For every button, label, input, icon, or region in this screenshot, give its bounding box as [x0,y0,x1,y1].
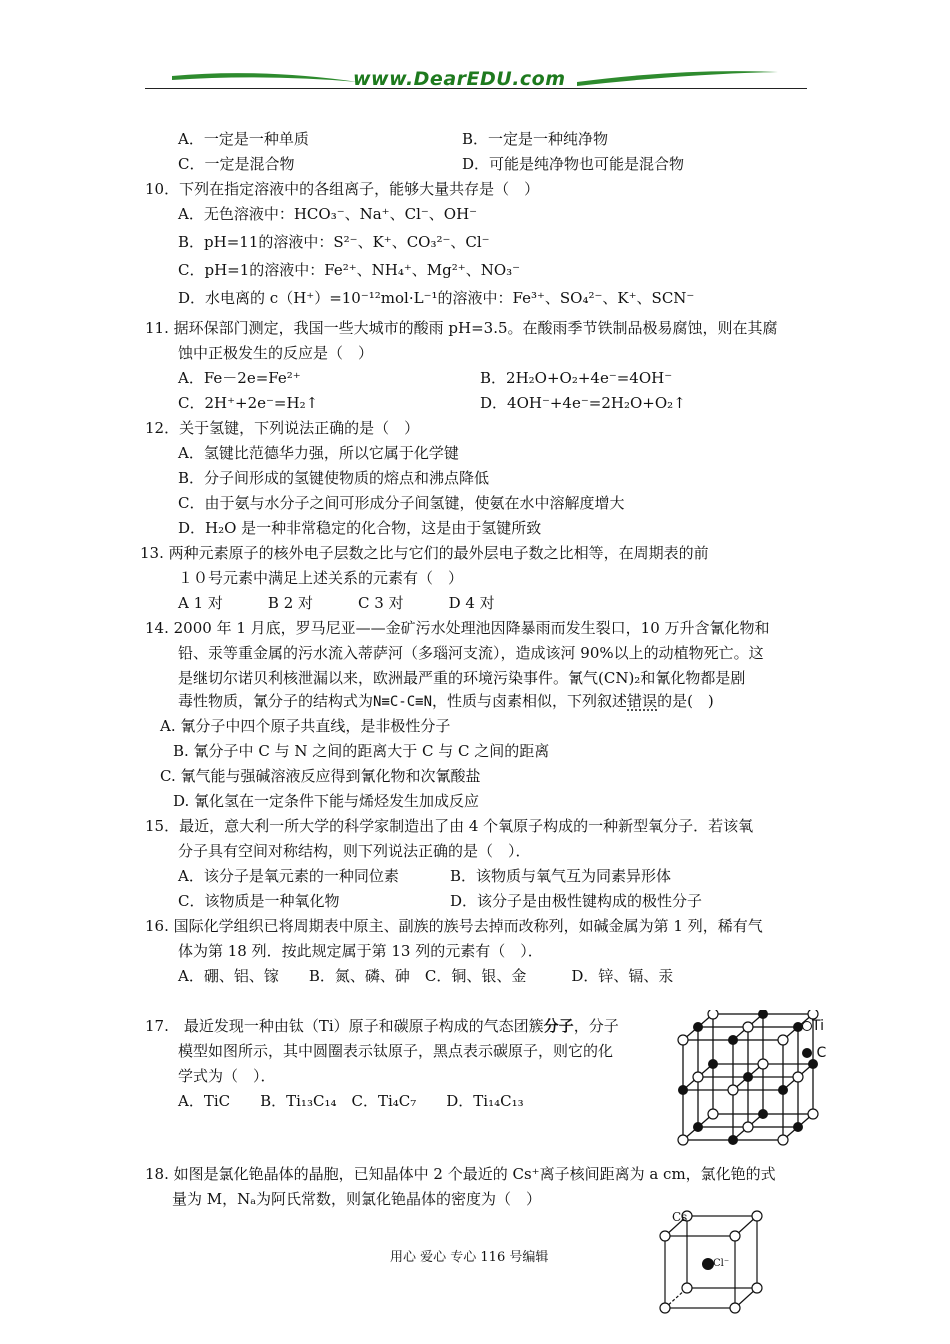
q11-stem-1: 11. 据环保部门测定，我国一些大城市的酸雨 pH=3.5。在酸雨季节铁制品极易腐蚀，则在其腐 [145,319,778,337]
q12-option-a: A．氢键比范德华力强，所以它属于化学键 [178,444,459,462]
cs-label: Cs [672,1210,688,1224]
q10-stem: 10．下列在指定溶液中的各组离子，能够大量共存是（ ） [145,180,540,198]
cyanogen-structure: N≡C-C≡N [373,694,433,710]
q11-option-c: C．2H⁺+2e⁻=H₂↑ [178,394,319,412]
page-header [145,62,807,94]
q14-stem-2: 铅、汞等重金属的污水流入蒂萨河（多瑙河支流），造成该河 90%以上的动植物死亡。这 [178,644,764,662]
q14-emphasis: 错误 [627,692,658,710]
q16-stem-2: 体为第 18 列．按此规定属于第 13 列的元素有（ ）． [178,942,543,960]
q10-option-a: A．无色溶液中：HCO₃⁻、Na⁺、Cl⁻、OH⁻ [178,205,478,223]
q12-option-b: B．分子间形成的氢键使物质的熔点和沸点降低 [178,469,490,487]
q9-option-d: D．可能是纯净物也可能是混合物 [462,155,685,173]
q14-stem-1: 14. 2000 年 1 月底，罗马尼亚——金矿污水处理池因降暴雨而发生裂口，10 万升含氰化物和 [145,619,770,637]
q11-option-a: A．Fe－2e=Fe²⁺ [178,369,301,387]
q11-option-d: D．4OH⁻+4e⁻=2H₂O+O₂↑ [480,394,686,412]
legend-ti-circle-icon [802,1021,812,1031]
q14-stem-4-pre: 毒性物质，氰分子的结构式为 [178,692,374,710]
legend-ti [802,1018,824,1034]
q15-stem-2: 分子具有空间对称结构，则下列说法正确的是（ ）． [178,842,531,860]
q17-stem-1-bold: 分子 [543,1017,574,1035]
q17-stem-3: 学式为（ ）． [178,1067,276,1085]
q11-option-b: B．2H₂O+O₂+4e⁻=4OH⁻ [480,369,673,387]
q15-stem-1: 15．最近，意大利一所大学的科学家制造出了由 4 个氧原子构成的一种新型氧分子．若该氧 [145,817,754,835]
q13-stem-2: １０号元素中满足上述关系的元素有（ ） [178,569,464,587]
legend-ti-label: Ti [812,1018,825,1034]
q10-option-b: B．pH=11的溶液中：S²⁻、K⁺、CO₃²⁻、Cl⁻ [178,233,490,251]
q14-option-c: C. 氰气能与强碱溶液反应得到氰化物和次氰酸盐 [160,767,481,785]
header-rule [145,88,807,89]
site-logo[interactable]: www.DearEDU.com [353,68,566,90]
q13-options: A 1 对 B 2 对 C 3 对 D 4 对 [178,594,495,612]
q14-option-b: B. 氰分子中 C 与 N 之间的距离大于 C 与 C 之间的距离 [173,742,550,760]
q15-option-d: D．该分子是由极性键构成的极性分子 [450,892,703,910]
q9-option-c: C．一定是混合物 [178,155,295,173]
cl-label: Cl⁻ [713,1258,730,1269]
q17-stem-1-post: ，分子 [573,1017,619,1035]
q13-stem-1: 13. 两种元素原子的核外电子层数之比与它们的最外层电子数之比相等，在周期表的前 [140,544,709,562]
q9-option-a: A．一定是一种单质 [178,130,309,148]
q12-option-d: D．H₂O 是一种非常稳定的化合物，这是由于氢键所致 [178,519,542,537]
page-footer: 用心 爱心 专心 116 号编辑 [390,1250,549,1265]
q14-stem-4-mid: ，性质与卤素相似，下列叙述 [432,692,628,710]
q17-options: A．TiC B．Ti₁₃C₁₄ C．Ti₄C₇ D．Ti₁₄C₁₃ [178,1092,524,1110]
q11-stem-2: 蚀中正极发生的反应是（ ） [178,344,374,362]
q18-stem-2: 量为 M，Nₐ为阿氏常数，则氯化铯晶体的密度为（ ） [172,1190,542,1208]
header-swoosh-left [170,66,360,90]
cscl-unit-cell-figure [655,1208,765,1320]
q15-option-a: A．该分子是氧元素的一种同位素 [178,867,399,885]
q9-option-b: B．一定是一种纯净物 [462,130,609,148]
q14-option-d: D. 氰化氢在一定条件下能与烯烃发生加成反应 [173,792,480,810]
header-swoosh-right [575,66,780,90]
legend-c-dot-icon [802,1048,812,1058]
q17-stem-1 [145,1016,619,1036]
q12-stem: 12．关于氢键，下列说法正确的是（ ） [145,419,420,437]
q17-stem-2: 模型如图所示，其中圆圈表示钛原子，黑点表示碳原子，则它的化 [178,1042,614,1060]
q17-stem-1-pre: 17. 最近发现一种由钛（Ti）原子和碳原子构成的气态团簇 [145,1017,544,1035]
q16-stem-1: 16. 国际化学组织已将周期表中原主、副族的族号去掉而改称列，如碱金属为第 1 列，稀有气 [145,917,763,935]
q14-stem-4 [178,691,714,712]
q10-option-c: C．pH=1的溶液中：Fe²⁺、NH₄⁺、Mg²⁺、NO₃⁻ [178,261,521,279]
q15-option-c: C．该物质是一种氧化物 [178,892,340,910]
q14-stem-3: 是继切尔诺贝利核泄漏以来，欧洲最严重的环境污染事件。氰气(CN)₂和氰化物都是剧 [178,669,746,687]
q12-option-c: C．由于氨与水分子之间可形成分子间氢键，使氨在水中溶解度增大 [178,494,625,512]
q18-stem-1: 18. 如图是氯化铯晶体的晶胞，已知晶体中 2 个最近的 Cs⁺离子核间距离为 a cm，氯化铯的式 [145,1165,776,1183]
q14-stem-4-post: 的是( ) [657,692,714,710]
q16-options: A．硼、铝、镓 B．氮、磷、砷 C．铜、银、金 D．锌、镉、汞 [178,967,674,985]
legend-c [802,1045,826,1061]
q15-option-b: B．该物质与氧气互为同素异形体 [450,867,672,885]
q14-option-a: A. 氰分子中四个原子共直线，是非极性分子 [160,717,451,735]
q10-option-d: D．水电离的 c（H⁺）=10⁻¹²mol·L⁻¹的溶液中：Fe³⁺、SO₄²⁻、K⁺、SCN⁻ [178,289,695,307]
legend-c-label: C [816,1045,827,1061]
